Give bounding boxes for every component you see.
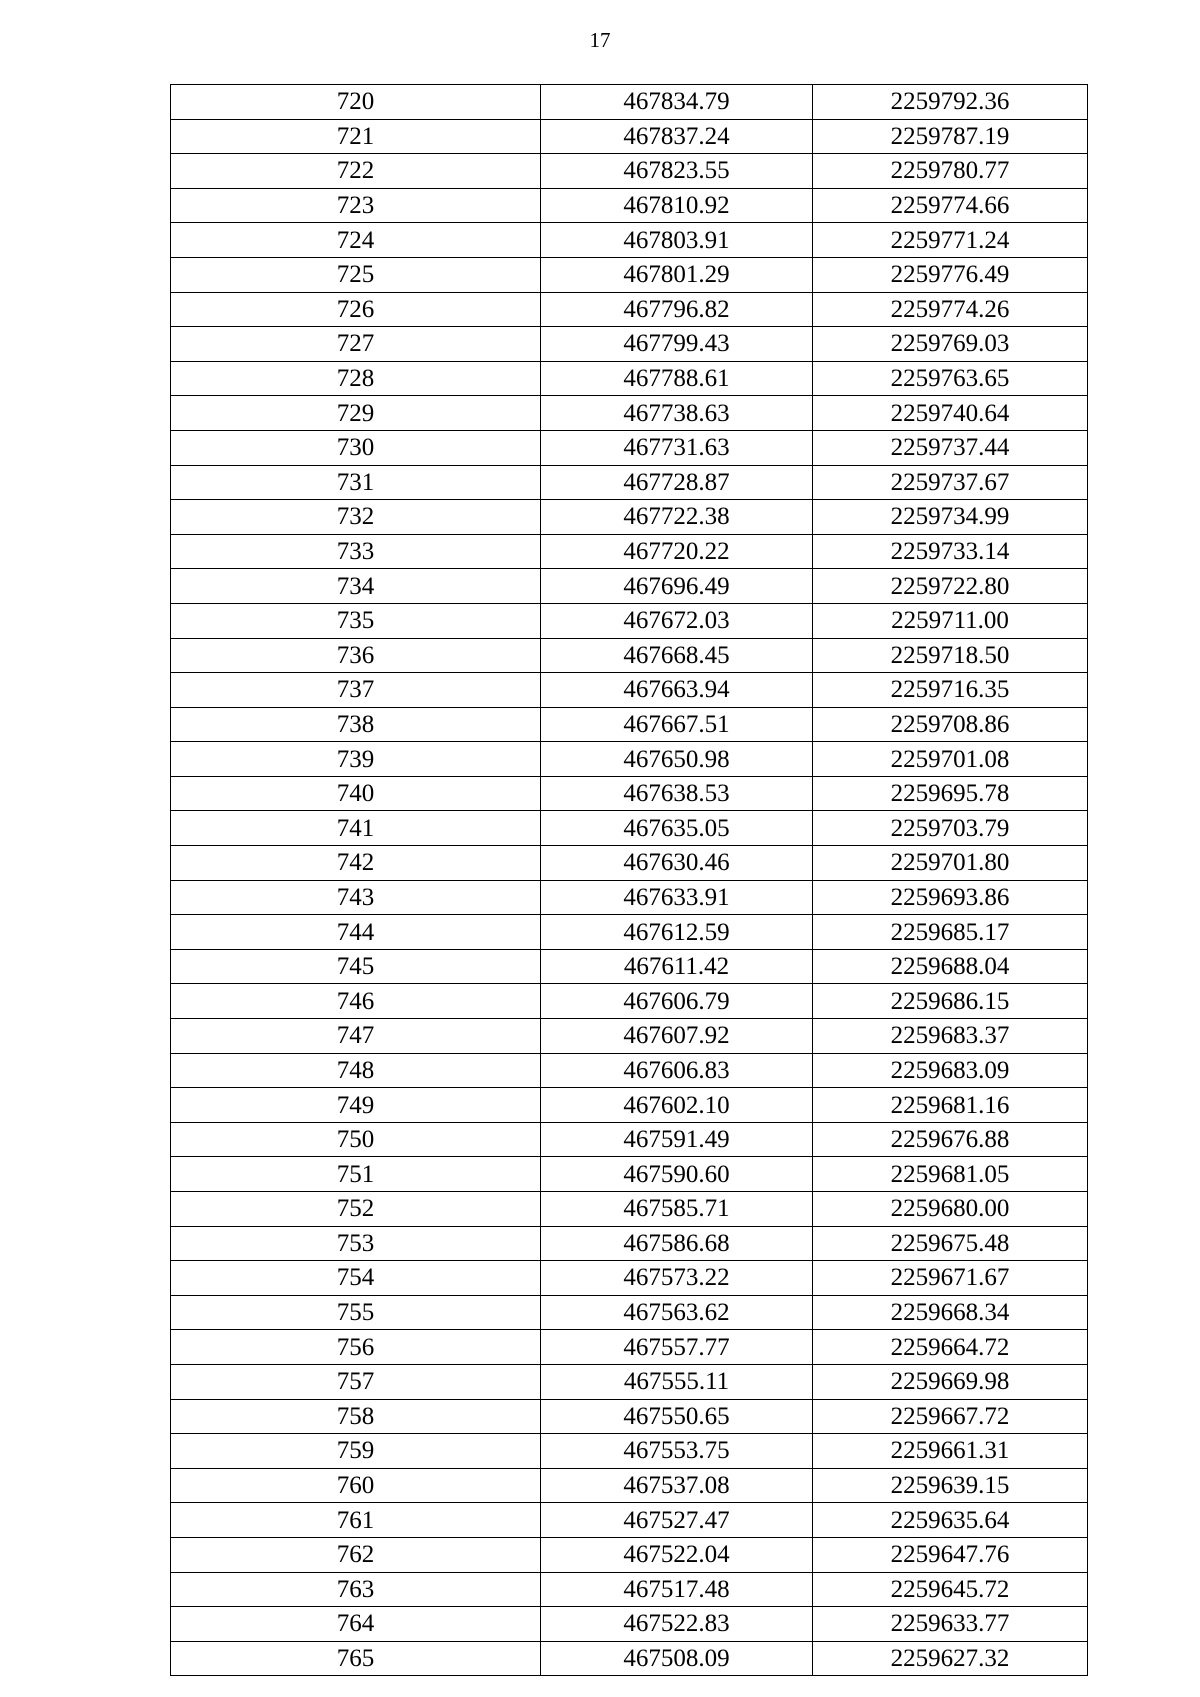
table-row (171, 1434, 1088, 1469)
table-row (171, 85, 1088, 120)
y-coordinate-cell: 2259780.77 (813, 154, 1088, 189)
y-coordinate-cell: 2259769.03 (813, 327, 1088, 362)
y-coordinate-cell: 2259737.67 (813, 465, 1088, 500)
x-coordinate-cell: 467722.38 (541, 500, 813, 535)
y-coordinate-cell: 2259688.04 (813, 949, 1088, 984)
point-number-cell: 734 (171, 569, 541, 604)
y-coordinate-cell: 2259686.15 (813, 984, 1088, 1019)
point-number-cell: 752 (171, 1192, 541, 1227)
x-coordinate-cell: 467834.79 (541, 85, 813, 120)
table-row (171, 603, 1088, 638)
table-row (171, 396, 1088, 431)
x-coordinate-cell: 467635.05 (541, 811, 813, 846)
point-number-cell: 764 (171, 1607, 541, 1642)
point-number-cell: 730 (171, 430, 541, 465)
table-row (171, 1226, 1088, 1261)
table-row (171, 1192, 1088, 1227)
table-row (171, 673, 1088, 708)
x-coordinate-cell: 467585.71 (541, 1192, 813, 1227)
point-number-cell: 735 (171, 603, 541, 638)
table-row (171, 292, 1088, 327)
point-number-cell: 722 (171, 154, 541, 189)
point-number-cell: 755 (171, 1295, 541, 1330)
point-number-cell: 740 (171, 776, 541, 811)
point-number-cell: 756 (171, 1330, 541, 1365)
point-number-cell: 749 (171, 1088, 541, 1123)
table-row (171, 1607, 1088, 1642)
x-coordinate-cell: 467720.22 (541, 534, 813, 569)
table-row (171, 327, 1088, 362)
x-coordinate-cell: 467606.79 (541, 984, 813, 1019)
y-coordinate-cell: 2259668.34 (813, 1295, 1088, 1330)
y-coordinate-cell: 2259701.80 (813, 846, 1088, 881)
point-number-cell: 748 (171, 1053, 541, 1088)
x-coordinate-cell: 467602.10 (541, 1088, 813, 1123)
x-coordinate-cell: 467517.48 (541, 1572, 813, 1607)
x-coordinate-cell: 467508.09 (541, 1641, 813, 1676)
point-number-cell: 724 (171, 223, 541, 258)
point-number-cell: 738 (171, 707, 541, 742)
y-coordinate-cell: 2259633.77 (813, 1607, 1088, 1642)
table-row (171, 638, 1088, 673)
x-coordinate-cell: 467630.46 (541, 846, 813, 881)
x-coordinate-cell: 467837.24 (541, 119, 813, 154)
x-coordinate-cell: 467606.83 (541, 1053, 813, 1088)
page-number: 17 (589, 28, 611, 52)
table-row (171, 223, 1088, 258)
x-coordinate-cell: 467522.83 (541, 1607, 813, 1642)
table-row (171, 154, 1088, 189)
y-coordinate-cell: 2259664.72 (813, 1330, 1088, 1365)
table-row (171, 1295, 1088, 1330)
y-coordinate-cell: 2259680.00 (813, 1192, 1088, 1227)
table-row (171, 1261, 1088, 1296)
y-coordinate-cell: 2259740.64 (813, 396, 1088, 431)
x-coordinate-cell: 467557.77 (541, 1330, 813, 1365)
point-number-cell: 742 (171, 846, 541, 881)
point-number-cell: 739 (171, 742, 541, 777)
y-coordinate-cell: 2259681.05 (813, 1157, 1088, 1192)
table-row (171, 430, 1088, 465)
point-number-cell: 760 (171, 1468, 541, 1503)
y-coordinate-cell: 2259774.26 (813, 292, 1088, 327)
x-coordinate-cell: 467611.42 (541, 949, 813, 984)
y-coordinate-cell: 2259669.98 (813, 1364, 1088, 1399)
table-row (171, 1330, 1088, 1365)
y-coordinate-cell: 2259737.44 (813, 430, 1088, 465)
x-coordinate-cell: 467612.59 (541, 915, 813, 950)
y-coordinate-cell: 2259647.76 (813, 1537, 1088, 1572)
x-coordinate-cell: 467586.68 (541, 1226, 813, 1261)
point-number-cell: 736 (171, 638, 541, 673)
table-row (171, 984, 1088, 1019)
table-row (171, 811, 1088, 846)
y-coordinate-cell: 2259701.08 (813, 742, 1088, 777)
table-row (171, 949, 1088, 984)
y-coordinate-cell: 2259683.37 (813, 1019, 1088, 1054)
point-number-cell: 753 (171, 1226, 541, 1261)
point-number-cell: 765 (171, 1641, 541, 1676)
point-number-cell: 746 (171, 984, 541, 1019)
point-number-cell: 728 (171, 361, 541, 396)
x-coordinate-cell: 467555.11 (541, 1364, 813, 1399)
x-coordinate-cell: 467667.51 (541, 707, 813, 742)
point-number-cell: 751 (171, 1157, 541, 1192)
x-coordinate-cell: 467633.91 (541, 880, 813, 915)
table-row (171, 361, 1088, 396)
x-coordinate-cell: 467522.04 (541, 1537, 813, 1572)
x-coordinate-cell: 467801.29 (541, 257, 813, 292)
x-coordinate-cell: 467731.63 (541, 430, 813, 465)
y-coordinate-cell: 2259683.09 (813, 1053, 1088, 1088)
y-coordinate-cell: 2259667.72 (813, 1399, 1088, 1434)
y-coordinate-cell: 2259675.48 (813, 1226, 1088, 1261)
table-row (171, 915, 1088, 950)
table-row (171, 119, 1088, 154)
y-coordinate-cell: 2259722.80 (813, 569, 1088, 604)
x-coordinate-cell: 467823.55 (541, 154, 813, 189)
x-coordinate-cell: 467527.47 (541, 1503, 813, 1538)
point-number-cell: 726 (171, 292, 541, 327)
table-row (171, 569, 1088, 604)
y-coordinate-cell: 2259703.79 (813, 811, 1088, 846)
point-number-cell: 729 (171, 396, 541, 431)
y-coordinate-cell: 2259787.19 (813, 119, 1088, 154)
coordinate-table (170, 84, 1088, 1676)
point-number-cell: 759 (171, 1434, 541, 1469)
point-number-cell: 762 (171, 1537, 541, 1572)
x-coordinate-cell: 467638.53 (541, 776, 813, 811)
x-coordinate-cell: 467799.43 (541, 327, 813, 362)
point-number-cell: 761 (171, 1503, 541, 1538)
table-row (171, 880, 1088, 915)
y-coordinate-cell: 2259685.17 (813, 915, 1088, 950)
point-number-cell: 758 (171, 1399, 541, 1434)
x-coordinate-cell: 467803.91 (541, 223, 813, 258)
x-coordinate-cell: 467537.08 (541, 1468, 813, 1503)
point-number-cell: 732 (171, 500, 541, 535)
point-number-cell: 725 (171, 257, 541, 292)
y-coordinate-cell: 2259693.86 (813, 880, 1088, 915)
x-coordinate-cell: 467591.49 (541, 1122, 813, 1157)
table-row (171, 1503, 1088, 1538)
point-number-cell: 733 (171, 534, 541, 569)
table-row (171, 1157, 1088, 1192)
table-row (171, 1088, 1088, 1123)
x-coordinate-cell: 467573.22 (541, 1261, 813, 1296)
point-number-cell: 750 (171, 1122, 541, 1157)
point-number-cell: 743 (171, 880, 541, 915)
y-coordinate-cell: 2259695.78 (813, 776, 1088, 811)
x-coordinate-cell: 467728.87 (541, 465, 813, 500)
coordinate-table-body (171, 85, 1088, 1676)
point-number-cell: 747 (171, 1019, 541, 1054)
point-number-cell: 757 (171, 1364, 541, 1399)
point-number-cell: 720 (171, 85, 541, 120)
x-coordinate-cell: 467590.60 (541, 1157, 813, 1192)
y-coordinate-cell: 2259734.99 (813, 500, 1088, 535)
x-coordinate-cell: 467668.45 (541, 638, 813, 673)
y-coordinate-cell: 2259681.16 (813, 1088, 1088, 1123)
point-number-cell: 754 (171, 1261, 541, 1296)
table-row (171, 465, 1088, 500)
x-coordinate-cell: 467563.62 (541, 1295, 813, 1330)
x-coordinate-cell: 467607.92 (541, 1019, 813, 1054)
x-coordinate-cell: 467810.92 (541, 188, 813, 223)
x-coordinate-cell: 467650.98 (541, 742, 813, 777)
x-coordinate-cell: 467696.49 (541, 569, 813, 604)
y-coordinate-cell: 2259771.24 (813, 223, 1088, 258)
table-row (171, 534, 1088, 569)
x-coordinate-cell: 467553.75 (541, 1434, 813, 1469)
point-number-cell: 741 (171, 811, 541, 846)
x-coordinate-cell: 467738.63 (541, 396, 813, 431)
y-coordinate-cell: 2259792.36 (813, 85, 1088, 120)
table-row (171, 1364, 1088, 1399)
table-row (171, 1122, 1088, 1157)
y-coordinate-cell: 2259774.66 (813, 188, 1088, 223)
table-row (171, 707, 1088, 742)
table-row (171, 1019, 1088, 1054)
point-number-cell: 763 (171, 1572, 541, 1607)
table-row (171, 1572, 1088, 1607)
y-coordinate-cell: 2259718.50 (813, 638, 1088, 673)
table-row (171, 1468, 1088, 1503)
y-coordinate-cell: 2259733.14 (813, 534, 1088, 569)
table-row (171, 742, 1088, 777)
x-coordinate-cell: 467550.65 (541, 1399, 813, 1434)
x-coordinate-cell: 467796.82 (541, 292, 813, 327)
point-number-cell: 737 (171, 673, 541, 708)
y-coordinate-cell: 2259776.49 (813, 257, 1088, 292)
table-row (171, 1053, 1088, 1088)
table-row (171, 1399, 1088, 1434)
x-coordinate-cell: 467663.94 (541, 673, 813, 708)
y-coordinate-cell: 2259763.65 (813, 361, 1088, 396)
x-coordinate-cell: 467672.03 (541, 603, 813, 638)
table-row (171, 500, 1088, 535)
table-row (171, 846, 1088, 881)
y-coordinate-cell: 2259645.72 (813, 1572, 1088, 1607)
y-coordinate-cell: 2259661.31 (813, 1434, 1088, 1469)
y-coordinate-cell: 2259708.86 (813, 707, 1088, 742)
y-coordinate-cell: 2259676.88 (813, 1122, 1088, 1157)
point-number-cell: 721 (171, 119, 541, 154)
y-coordinate-cell: 2259627.32 (813, 1641, 1088, 1676)
y-coordinate-cell: 2259635.64 (813, 1503, 1088, 1538)
y-coordinate-cell: 2259639.15 (813, 1468, 1088, 1503)
table-row (171, 1537, 1088, 1572)
point-number-cell: 731 (171, 465, 541, 500)
table-row (171, 776, 1088, 811)
point-number-cell: 744 (171, 915, 541, 950)
point-number-cell: 723 (171, 188, 541, 223)
table-row (171, 188, 1088, 223)
x-coordinate-cell: 467788.61 (541, 361, 813, 396)
table-row (171, 257, 1088, 292)
y-coordinate-cell: 2259671.67 (813, 1261, 1088, 1296)
point-number-cell: 727 (171, 327, 541, 362)
y-coordinate-cell: 2259711.00 (813, 603, 1088, 638)
point-number-cell: 745 (171, 949, 541, 984)
table-row (171, 1641, 1088, 1676)
y-coordinate-cell: 2259716.35 (813, 673, 1088, 708)
